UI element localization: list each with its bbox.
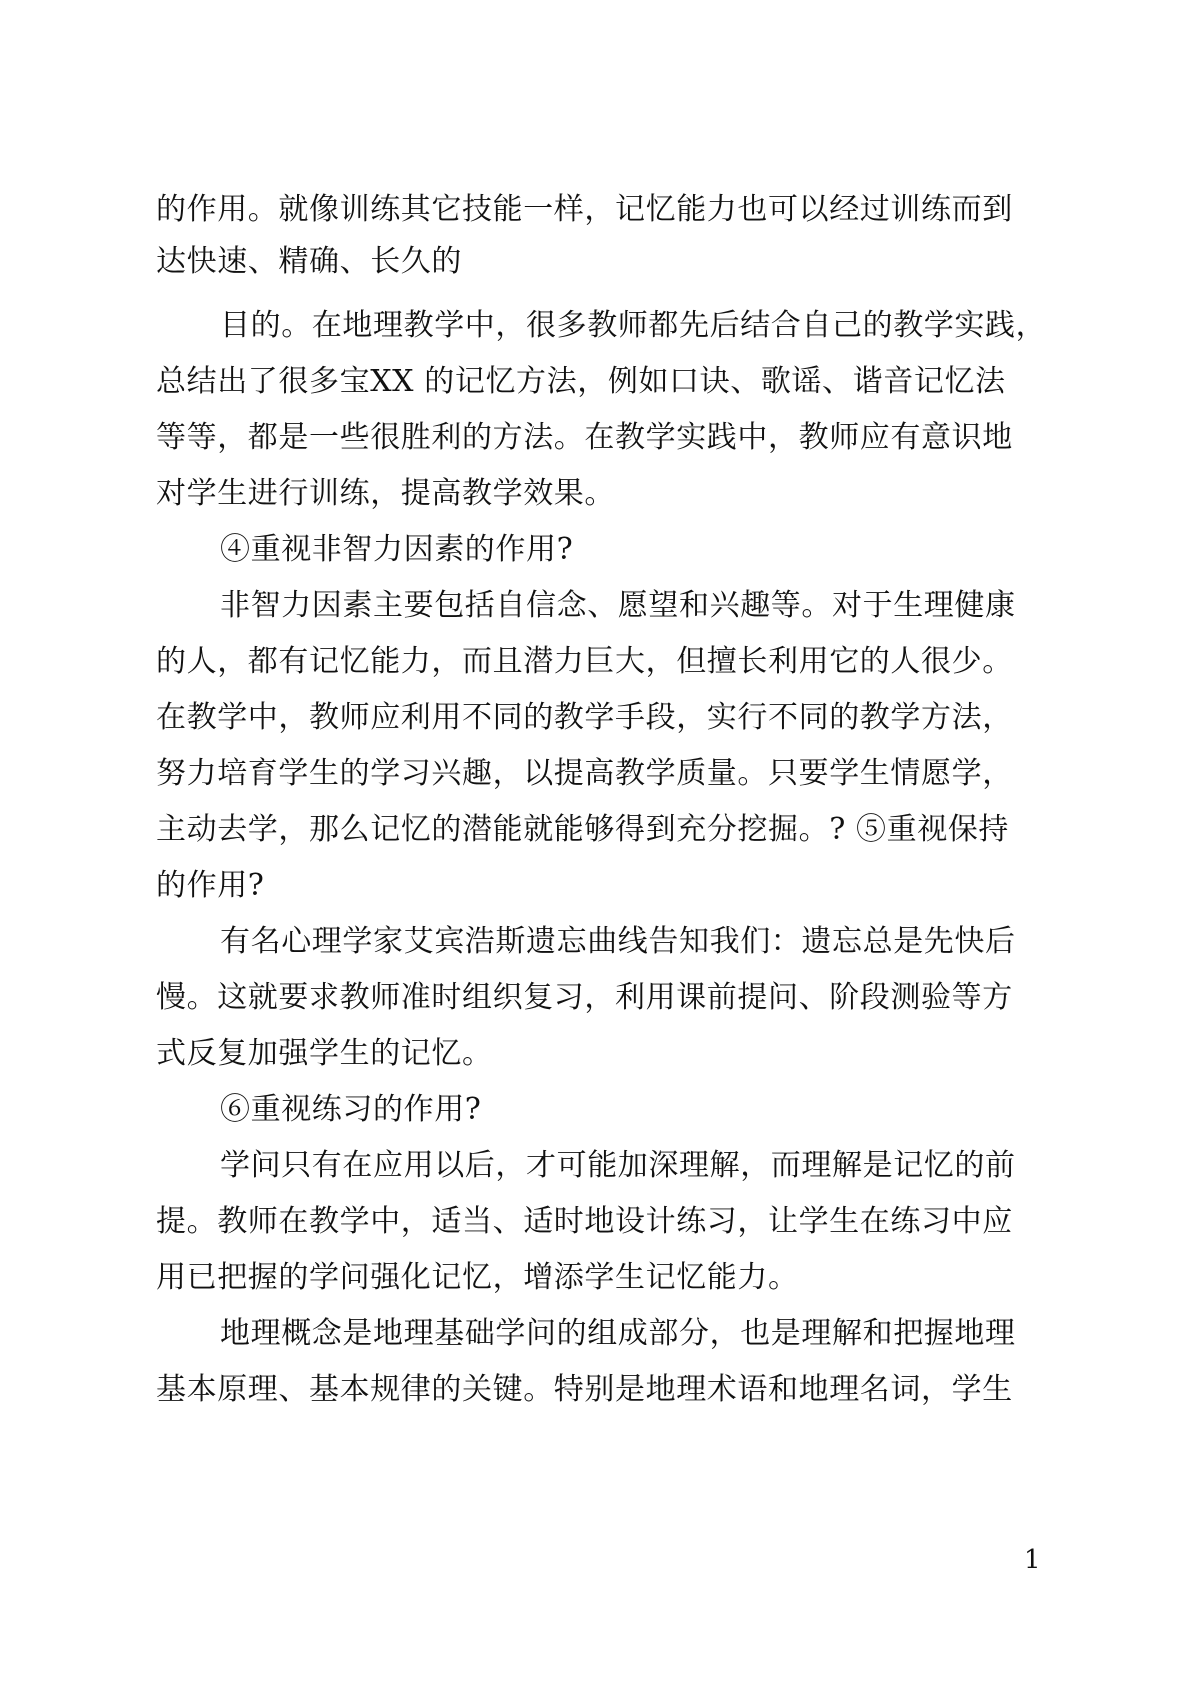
text-line: 式反复加强学生的记忆。 bbox=[156, 1036, 493, 1071]
text-line: 地理概念是地理基础学问的组成部分，也是理解和把握地理 bbox=[220, 1316, 1016, 1351]
text-line: 努力培育学生的学习兴趣，以提高教学质量。只要学生情愿学， bbox=[156, 756, 1013, 791]
text-line: 的作用。就像训练其它技能一样，记忆能力也可以经过训练而到 bbox=[156, 192, 1013, 227]
text-line: 的作用? bbox=[156, 868, 265, 903]
text-line: 等等，都是一些很胜利的方法。在教学实践中，教师应有意识地 bbox=[156, 420, 1013, 455]
page-number: 1 bbox=[1024, 1545, 1041, 1575]
text-line: 主动去学，那么记忆的潜能就能够得到充分挖掘。? ⑤重视保持 bbox=[156, 812, 1010, 847]
text-line: 用已把握的学问强化记忆，增添学生记忆能力。 bbox=[156, 1260, 799, 1295]
text-line: 目的。在地理教学中，很多教师都先后结合自己的教学实践， bbox=[220, 308, 1047, 343]
text-line: 在教学中，教师应利用不同的教学手段，实行不同的教学方法， bbox=[156, 700, 1013, 735]
text-line: 基本原理、基本规律的关键。特别是地理术语和地理名词，学生 bbox=[156, 1372, 1013, 1407]
text-line: 总结出了很多宝XX 的记忆方法，例如口诀、歌谣、谐音记忆法 bbox=[156, 364, 1006, 399]
text-line: 慢。这就要求教师准时组织复习，利用课前提问、阶段测验等方 bbox=[156, 980, 1013, 1015]
text-line: 的人，都有记忆能力，而且潜力巨大，但擅长利用它的人很少。 bbox=[156, 644, 1013, 679]
text-line: 对学生进行训练，提高教学效果。 bbox=[156, 476, 615, 511]
section-heading: ⑥重视练习的作用? bbox=[220, 1092, 482, 1127]
text-line: 有名心理学家艾宾浩斯遗忘曲线告知我们：遗忘总是先快后 bbox=[220, 924, 1016, 959]
text-line: 达快速、精确、长久的 bbox=[156, 244, 462, 279]
text-line: 学问只有在应用以后，才可能加深理解，而理解是记忆的前 bbox=[220, 1148, 1016, 1183]
text-line: 非智力因素主要包括自信念、愿望和兴趣等。对于生理健康 bbox=[220, 588, 1016, 623]
text-line: 提。教师在教学中，适当、适时地设计练习，让学生在练习中应 bbox=[156, 1204, 1013, 1239]
section-heading: ④重视非智力因素的作用? bbox=[220, 532, 574, 567]
